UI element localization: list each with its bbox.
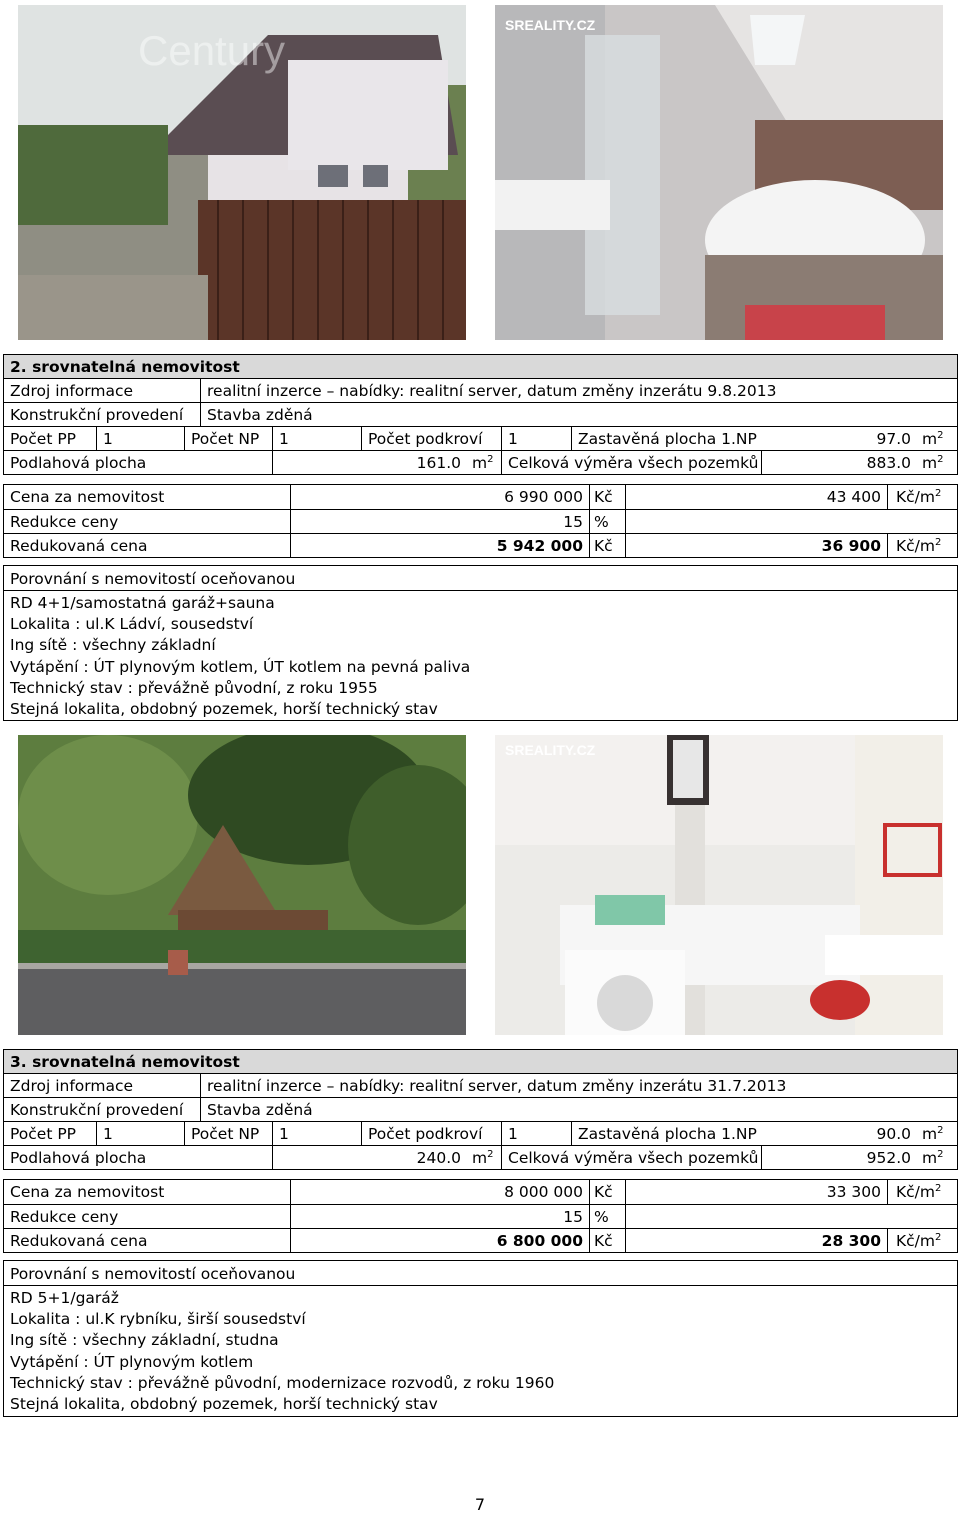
- house-exterior-photo-2: [18, 5, 466, 340]
- listing-3-price-table: [3, 1179, 958, 1253]
- listing-2-comparison: [3, 565, 958, 721]
- area-row: Podlahová plocha 240.0 $m^2$ Celková výměra všech pozemků 952.0 $m^2$: [4, 1145, 957, 1169]
- page-number: 7: [474, 1495, 486, 1514]
- watermark-text: SREALITY.CZ: [505, 742, 596, 758]
- source-row: Zdroj informace realitní inzerce – nabídky: realitní server, datum změny inzerátu 9.8.2013: [4, 378, 957, 402]
- counts-row: Počet PP 1 Počet NP 1 Počet podkroví 1 Zastavěná plocha 1.NP 97.0 $m^2$: [4, 426, 957, 450]
- note-line: Ing sítě : všechny základní: [10, 636, 216, 655]
- note-line: Vytápění : ÚT plynovým kotlem, ÚT kotlem na pevná paliva: [10, 657, 471, 676]
- reduction-row: Redukce ceny 15 %: [4, 1204, 957, 1228]
- construction-row: Konstrukční provedení Stavba zděná: [4, 1097, 957, 1121]
- bathroom-photo-2: [495, 5, 943, 340]
- house-exterior-photo-3: [18, 735, 466, 1035]
- reduced-price-row: Redukovaná cena 6 800 000 Kč 28 300 $Kč/m^2$: [4, 1228, 957, 1252]
- note-line: Technický stav : převážně původní, modernizace rozvodů, z roku 1960: [10, 1373, 555, 1392]
- listing-2-price-table: [3, 484, 958, 558]
- price-row: Cena za nemovitost 6 990 000 Kč 43 400 $Kč/m^2$: [4, 485, 957, 509]
- listing-3-table: [3, 1049, 958, 1170]
- listing-heading: 3. srovnatelná nemovitost: [4, 1050, 957, 1073]
- listing-3-comparison: [3, 1260, 958, 1417]
- note-line: RD 5+1/garáž: [10, 1289, 119, 1307]
- comparison-notes: [4, 1285, 957, 1417]
- note-line: RD 4+1/samostatná garáž+sauna: [10, 594, 275, 612]
- watermark-text: Century: [138, 27, 286, 74]
- watermark-text: SREALITY.CZ: [505, 17, 596, 33]
- note-line: Lokalita : ul.K rybníku, širší sousedství: [10, 1310, 306, 1329]
- counts-row: Počet PP 1 Počet NP 1 Počet podkroví 1 Zastavěná plocha 1.NP 90.0 $m^2$: [4, 1121, 957, 1145]
- area-row: Podlahová plocha 161.0 $m^2$ Celková výměra všech pozemků 883.0 $m^2$: [4, 450, 957, 474]
- listing-heading: 2. srovnatelná nemovitost: [4, 355, 957, 378]
- source-row: Zdroj informace realitní inzerce – nabídky: realitní server, datum změny inzerátu 31.7.2013: [4, 1073, 957, 1097]
- construction-row: Konstrukční provedení Stavba zděná: [4, 402, 957, 426]
- note-line: Stejná lokalita, obdobný pozemek, horší technický stav: [10, 1395, 438, 1414]
- note-line: Vytápění : ÚT plynovým kotlem: [10, 1352, 254, 1371]
- comparison-heading: Porovnání s nemovitostí oceňovanou: [10, 1265, 296, 1283]
- note-line: Ing sítě : všechny základní, studna: [10, 1331, 279, 1350]
- reduced-price-row: Redukovaná cena 5 942 000 Kč 36 900 $Kč/m^2$: [4, 533, 957, 557]
- bathroom-photo-3: [495, 735, 943, 1035]
- comparison-notes: [4, 590, 957, 722]
- note-line: Technický stav : převážně původní, z roku 1955: [10, 678, 378, 697]
- note-line: Stejná lokalita, obdobný pozemek, horší technický stav: [10, 700, 438, 719]
- listing-2-table: [3, 354, 958, 475]
- comparison-heading: Porovnání s nemovitostí oceňovanou: [10, 570, 296, 588]
- note-line: Lokalita : ul.K Ládví, sousedství: [10, 615, 254, 634]
- price-row: Cena za nemovitost 8 000 000 Kč 33 300 $Kč/m^2$: [4, 1180, 957, 1204]
- reduction-row: Redukce ceny 15 %: [4, 509, 957, 533]
